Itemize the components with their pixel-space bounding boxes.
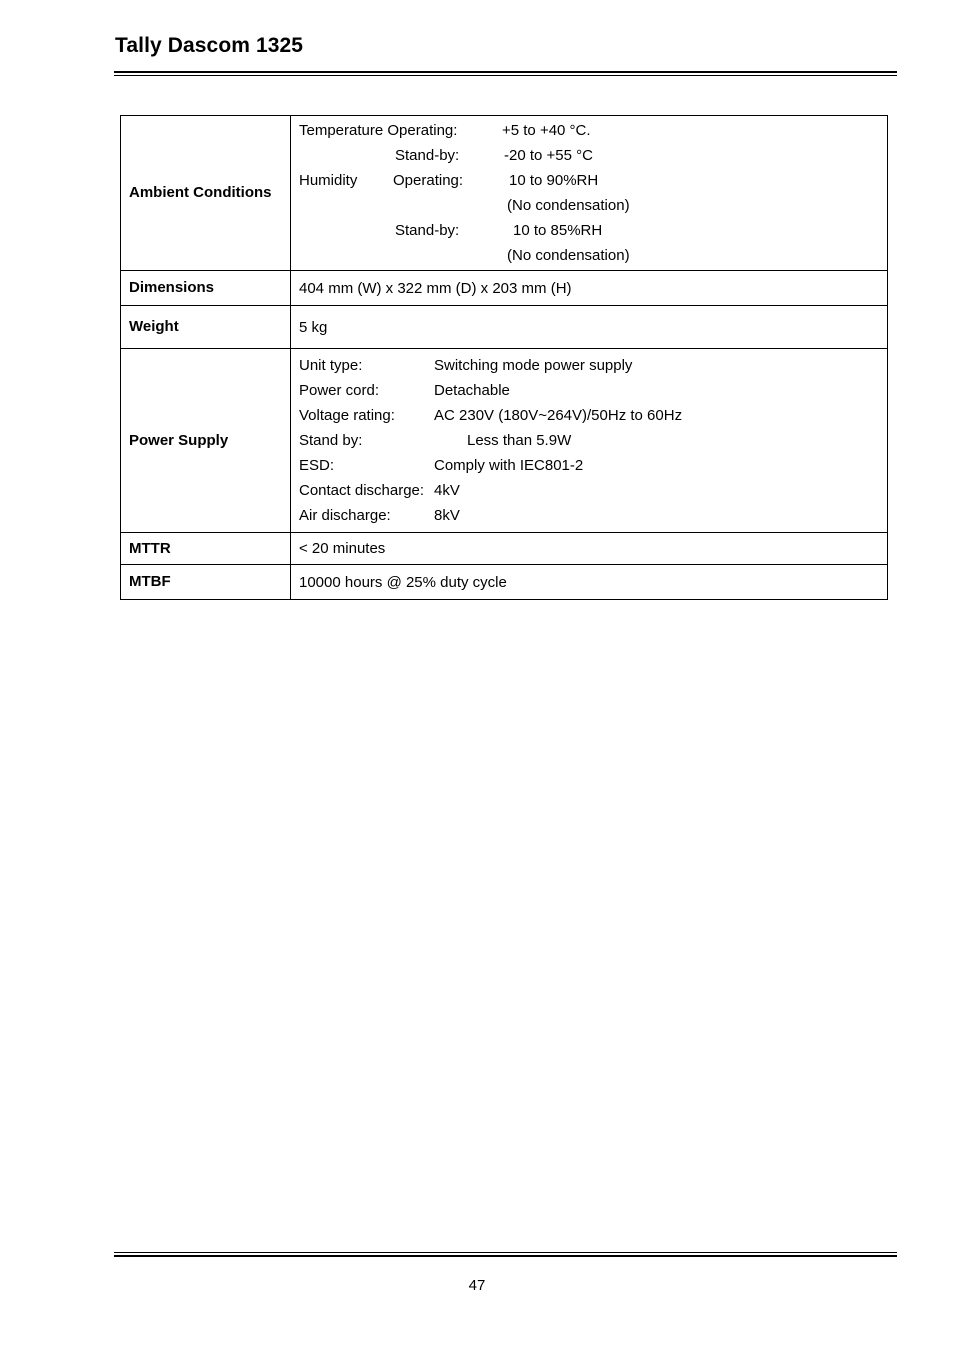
header-rule-thick [114,71,897,73]
power-supply-label: Power Supply [121,349,291,533]
temperature-operating-label: Temperature Operating: [299,122,458,139]
table-row [121,349,888,533]
page-title: Tally Dascom 1325 [115,34,304,57]
voltage-rating-label: Voltage rating: [299,407,395,424]
footer-rule-thin [114,1252,897,1253]
header-rule-thin [114,75,897,76]
footer-rule-thick [114,1255,897,1257]
humidity-operating-value: 10 to 90%RH [509,172,599,189]
power-supply-value [291,349,888,533]
humidity-label: Humidity [299,172,358,189]
table-row [121,306,888,349]
table-row [121,565,888,600]
standby-power-label: Stand by: [299,432,363,449]
weight-value: 5 kg [291,306,888,349]
contact-discharge-value: 4kV [434,482,460,499]
humidity-operating-label: Operating: [393,172,464,189]
mtbf-label: MTBF [121,565,291,600]
temperature-standby-label: Stand-by: [395,147,460,164]
page-number: 47 [468,1277,486,1294]
dimensions-label: Dimensions [121,271,291,306]
power-cord-value: Detachable [434,382,510,399]
humidity-standby-note: (No condensation) [507,247,630,264]
unit-type-value: Switching mode power supply [434,357,633,374]
ambient-conditions-value [291,116,888,271]
dimensions-value: 404 mm (W) x 322 mm (D) x 203 mm (H) [291,271,888,306]
ambient-conditions-label: Ambient Conditions [121,116,291,271]
mttr-value: < 20 minutes [291,533,888,565]
humidity-standby-value: 10 to 85%RH [513,222,603,239]
esd-value: Comply with IEC801-2 [434,457,584,474]
specifications-table [120,115,888,600]
humidity-standby-label: Stand-by: [395,222,460,239]
voltage-rating-value: AC 230V (180V~264V)/50Hz to 60Hz [434,407,683,424]
temperature-standby-value: -20 to +55 °C [504,147,593,164]
unit-type-label: Unit type: [299,357,363,374]
contact-discharge-label: Contact discharge: [299,482,425,499]
mtbf-value: 10000 hours @ 25% duty cycle [291,565,888,600]
temperature-operating-value: +5 to +40 °C. [502,122,591,139]
air-discharge-value: 8kV [434,507,460,524]
power-cord-label: Power cord: [299,382,380,399]
air-discharge-label: Air discharge: [299,507,391,524]
table-row [121,116,888,271]
standby-power-value: Less than 5.9W [467,432,572,449]
weight-label: Weight [121,306,291,349]
mttr-label: MTTR [121,533,291,565]
humidity-operating-note: (No condensation) [507,197,630,214]
table-row [121,271,888,306]
table-row [121,533,888,565]
esd-label: ESD: [299,457,335,474]
